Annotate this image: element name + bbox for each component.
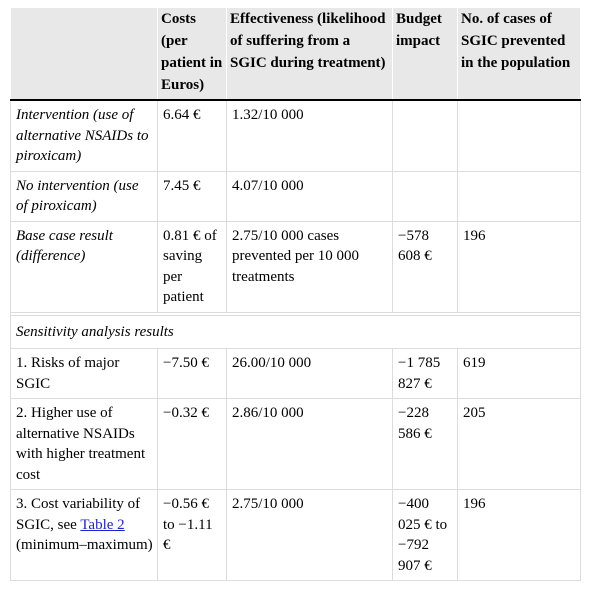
cell-effectiveness: 2.75/10 000 bbox=[227, 490, 393, 581]
cell-cases: 196 bbox=[458, 490, 581, 581]
table-row bbox=[11, 399, 581, 490]
cell-effectiveness: 1.32/10 000 bbox=[227, 100, 393, 171]
cell-costs: −0.32 € bbox=[158, 399, 227, 490]
row-label: Base case result (difference) bbox=[11, 221, 158, 312]
cell-cases bbox=[458, 100, 581, 171]
table-row bbox=[11, 490, 581, 581]
row-label: Intervention (use of alternative NSAIDs to piroxicam) bbox=[11, 100, 158, 171]
cell-budget: −228 586 € bbox=[393, 399, 458, 490]
cell-costs: −7.50 € bbox=[158, 349, 227, 399]
header-effectiveness: Effectiveness (likelihood of suffering from a SGIC during treatment) bbox=[227, 8, 393, 100]
cell-costs: 0.81 € of saving per patient bbox=[158, 221, 227, 312]
row-label bbox=[11, 490, 158, 581]
cell-effectiveness: 2.86/10 000 bbox=[227, 399, 393, 490]
cell-costs: 6.64 € bbox=[158, 100, 227, 171]
cell-budget: −1 785 827 € bbox=[393, 349, 458, 399]
cell-budget: −578 608 € bbox=[393, 221, 458, 312]
cell-cases: 196 bbox=[458, 221, 581, 312]
table-row bbox=[11, 349, 581, 399]
cell-budget: −400 025 € to −792 907 € bbox=[393, 490, 458, 581]
table-row bbox=[11, 171, 581, 221]
cell-cases bbox=[458, 171, 581, 221]
cell-effectiveness: 4.07/10 000 bbox=[227, 171, 393, 221]
cell-effectiveness: 26.00/10 000 bbox=[227, 349, 393, 399]
row-label: 1. Risks of major SGIC bbox=[11, 349, 158, 399]
header-row bbox=[11, 8, 581, 100]
results-table bbox=[10, 8, 581, 581]
cell-budget bbox=[393, 171, 458, 221]
row-label-text: 3. Cost variability of SGIC, see bbox=[16, 496, 141, 533]
section-row bbox=[11, 315, 581, 349]
table-row bbox=[11, 221, 581, 312]
header-budget: Budget impact bbox=[393, 8, 458, 100]
cell-costs: 7.45 € bbox=[158, 171, 227, 221]
header-empty bbox=[11, 8, 158, 100]
row-label: 2. Higher use of alternative NSAIDs with higher treatment cost bbox=[11, 399, 158, 490]
cell-cases: 619 bbox=[458, 349, 581, 399]
cell-effectiveness: 2.75/10 000 cases prevented per 10 000 treatments bbox=[227, 221, 393, 312]
cell-costs: −0.56 € to −1.11 € bbox=[158, 490, 227, 581]
cell-cases: 205 bbox=[458, 399, 581, 490]
cell-budget bbox=[393, 100, 458, 171]
header-costs: Costs (per patient in Euros) bbox=[158, 8, 227, 100]
table-row bbox=[11, 100, 581, 171]
row-label-text: (minimum–maximum) bbox=[16, 537, 153, 553]
row-label: No intervention (use of piroxicam) bbox=[11, 171, 158, 221]
table-2-link[interactable]: Table 2 bbox=[80, 516, 125, 533]
header-cases: No. of cases of SGIC prevented in the population bbox=[458, 8, 581, 100]
section-label: Sensitivity analysis results bbox=[11, 315, 581, 349]
